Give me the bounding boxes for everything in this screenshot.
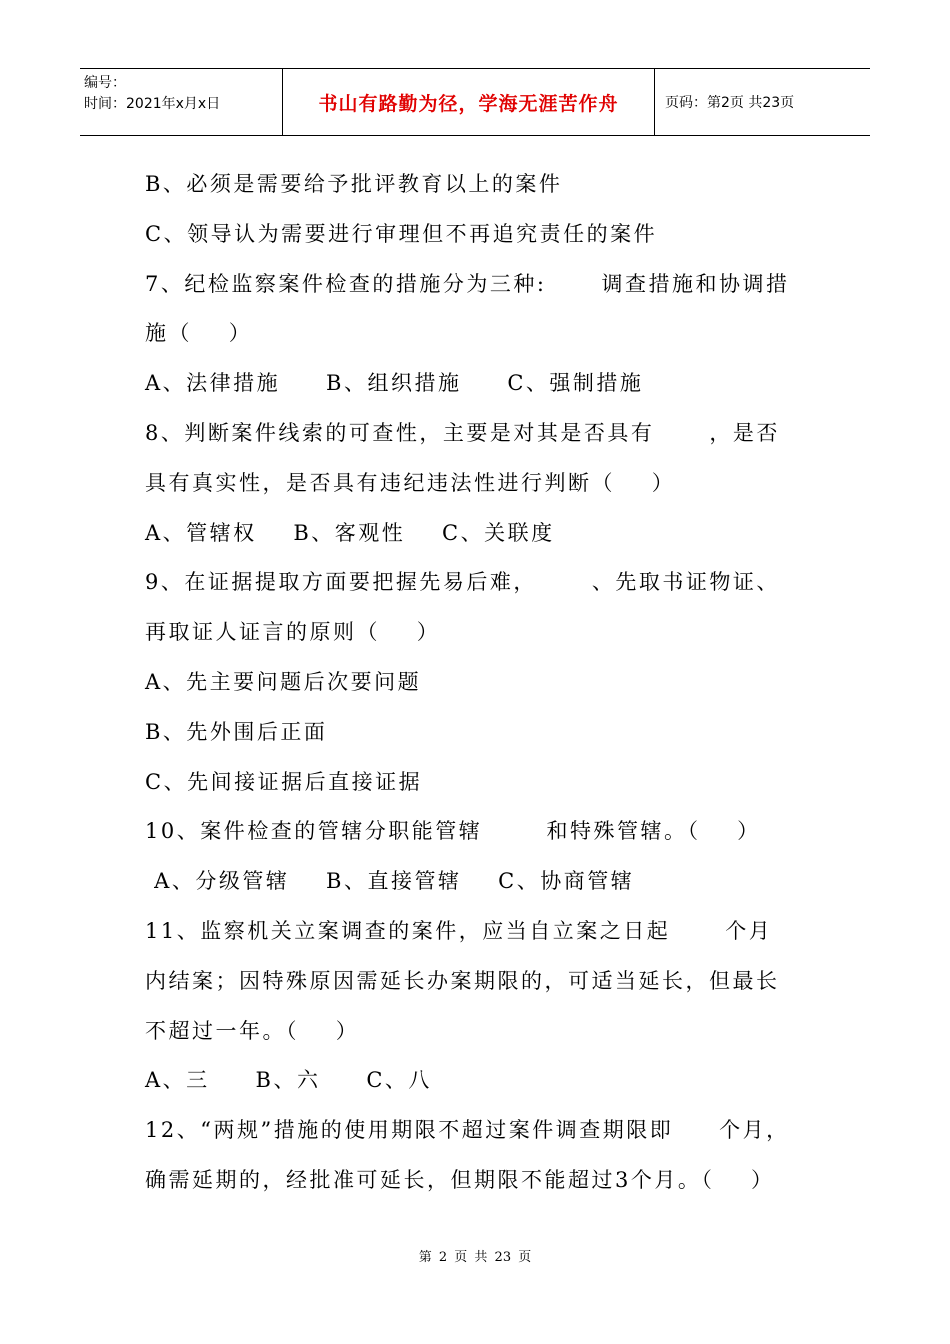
text-line: B、先外围后正面: [145, 719, 328, 744]
header-motto: 书山有路勤为径，学海无涯苦作舟: [283, 69, 655, 135]
text-line: 10、案件检查的管辖分职能管辖 和特殊管辖。（ ）: [145, 819, 761, 844]
text-line: 施（ ）: [145, 321, 253, 346]
text-line: 11、监察机关立案调查的案件，应当自立案之日起 个月: [145, 918, 773, 943]
page-footer: 第 2 页 共 23 页: [418, 1250, 532, 1265]
text-line: A、先主要问题后次要问题: [145, 669, 422, 694]
header-meta: [80, 69, 283, 135]
text-line: 内结案；因特殊原因需延长办案期限的，可适当延长，但最长: [145, 968, 780, 993]
text-line: 再取证人证言的原则（ ）: [145, 620, 441, 645]
text-line: 7、纪检监察案件检查的措施分为三种: 调查措施和协调措: [145, 271, 790, 296]
text-line: A、分级管辖 B、直接管辖 C、协商管辖: [145, 869, 635, 894]
text-line: C、领导认为需要进行审理但不再追究责任的案件: [145, 221, 658, 246]
text-line: B、必须是需要给予批评教育以上的案件: [145, 172, 563, 196]
page-header: [80, 68, 870, 136]
text-line: 具有真实性，是否具有违纪违法性进行判断（ ）: [145, 470, 676, 495]
text-line: A、管辖权 B、客观性 C、关联度: [145, 520, 555, 545]
text-line: A、法律措施 B、组织措施 C、强制措施: [145, 371, 644, 396]
text-line: 12、“两规”措施的使用期限不超过案件调查期限即 个月，: [145, 1118, 790, 1143]
document-time-label: 时间：2021年x月x日: [84, 96, 221, 112]
text-line: 不超过一年。（ ）: [145, 1018, 360, 1043]
document-number-label: 编号：: [84, 75, 126, 91]
text-line: 8、判断案件线索的可查性，主要是对其是否具有 ，是否: [145, 420, 780, 445]
text-line: 确需延期的，经批准可延长，但期限不能超过3个月。（ ）: [145, 1167, 775, 1192]
header-page-info: 页码：第2页 共23页: [665, 95, 795, 111]
text-line: A、三 B、六 C、八: [145, 1068, 432, 1093]
document-body: [145, 160, 810, 1206]
text-line: 9、在证据提取方面要把握先易后难， 、先取书证物证、: [145, 570, 780, 595]
text-line: C、先间接证据后直接证据: [145, 769, 423, 794]
